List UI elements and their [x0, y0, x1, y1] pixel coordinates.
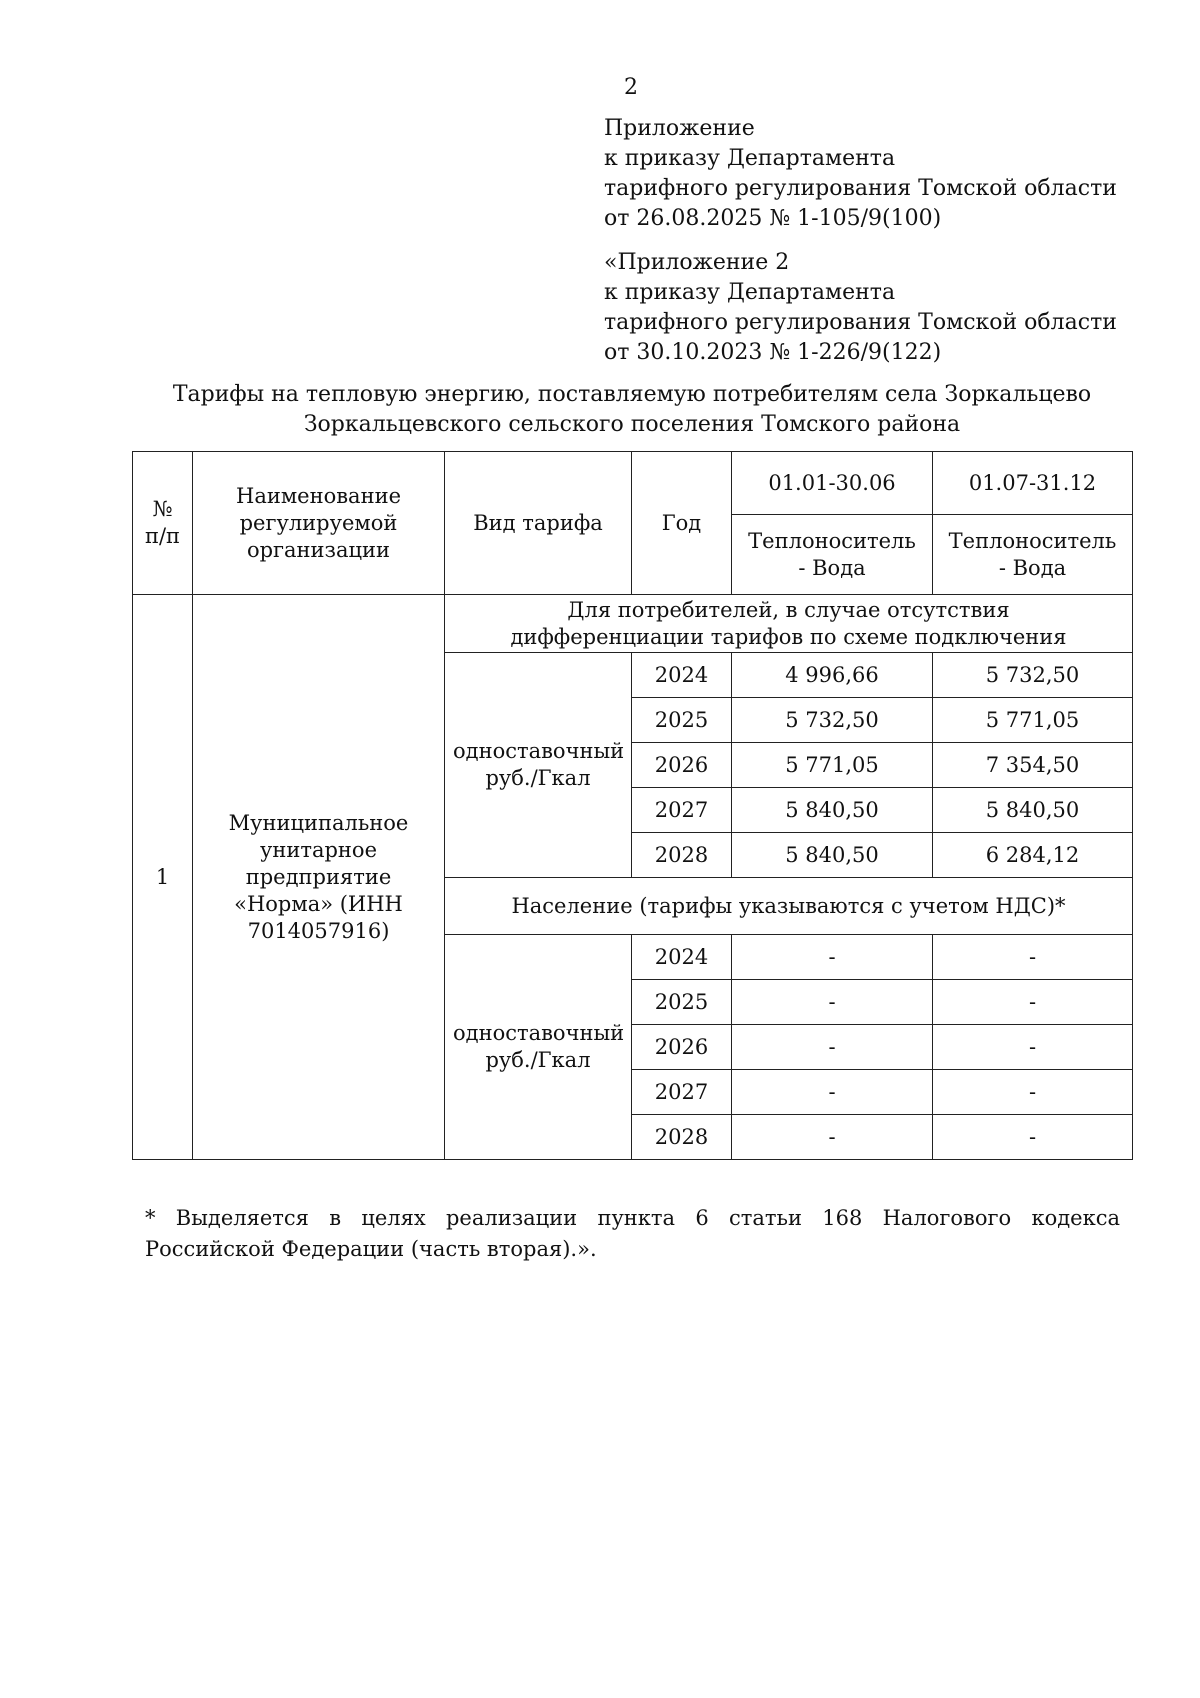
section-title: Для потребителей, в случае отсутствия дифференциации тарифов по схеме подключения	[445, 595, 1133, 653]
tariff-value: -	[732, 980, 933, 1025]
appendix-line: тарифного регулирования Томской области	[604, 310, 1117, 335]
header-period-2: 01.07-31.12	[933, 452, 1133, 515]
appendix-line: от 30.10.2023 № 1-226/9(122)	[604, 340, 942, 365]
tariff-type: одноставочный руб./Гкал	[445, 935, 632, 1160]
year-cell: 2026	[632, 1025, 732, 1070]
document-title	[132, 380, 1132, 440]
header-year: Год	[632, 452, 732, 595]
tariff-value: 5 732,50	[933, 653, 1133, 698]
year-cell: 2025	[632, 698, 732, 743]
title-line: Зоркальцевского сельского поселения Томского района	[303, 412, 961, 437]
title-line: Тарифы на тепловую энергию, поставляемую потребителям села Зоркальцево	[172, 382, 1092, 407]
appendix-line: к приказу Департамента	[604, 280, 896, 305]
tariff-value: 5 840,50	[732, 788, 933, 833]
footnote: * Выделяется в целях реализации пункта 6 статьи 168 Налогового кодекса Российской Федерации (часть вторая).».	[145, 1206, 1120, 1261]
year-cell: 2027	[632, 788, 732, 833]
year-cell: 2024	[632, 935, 732, 980]
tariff-value: -	[732, 935, 933, 980]
year-cell: 2025	[632, 980, 732, 1025]
year-cell: 2028	[632, 833, 732, 878]
tariff-value: 5 771,05	[732, 743, 933, 788]
header-number: № п/п	[133, 452, 193, 595]
appendix-line: Приложение	[604, 116, 755, 141]
tariff-value: -	[933, 1070, 1133, 1115]
appendix-line: «Приложение 2	[604, 250, 790, 275]
row-number: 1	[133, 595, 193, 1160]
page-number: 2	[624, 75, 638, 100]
tariff-value: -	[732, 1115, 933, 1160]
original-appendix-heading	[604, 248, 1117, 368]
tariff-value: 6 284,12	[933, 833, 1133, 878]
tariff-value: 7 354,50	[933, 743, 1133, 788]
tariff-value: -	[933, 980, 1133, 1025]
year-cell: 2024	[632, 653, 732, 698]
year-cell: 2027	[632, 1070, 732, 1115]
section-title: Население (тарифы указываются с учетом НДС)*	[445, 878, 1133, 935]
tariff-value: -	[933, 1115, 1133, 1160]
tariff-value: 5 732,50	[732, 698, 933, 743]
header-carrier-2: Теплоноситель - Вода	[933, 515, 1133, 595]
section-row	[133, 595, 1133, 653]
tariff-value: -	[933, 935, 1133, 980]
header-period-1: 01.01-30.06	[732, 452, 933, 515]
appendix-heading	[604, 114, 1117, 234]
appendix-line: тарифного регулирования Томской области	[604, 176, 1117, 201]
year-cell: 2028	[632, 1115, 732, 1160]
tariff-value: 5 771,05	[933, 698, 1133, 743]
tariff-type: одноставочный руб./Гкал	[445, 653, 632, 878]
tariff-table	[132, 451, 1133, 1160]
tariff-value: 5 840,50	[732, 833, 933, 878]
tariff-value: -	[933, 1025, 1133, 1070]
header-tariff-type: Вид тарифа	[445, 452, 632, 595]
year-cell: 2026	[632, 743, 732, 788]
header-carrier-1: Теплоноситель - Вода	[732, 515, 933, 595]
tariff-value: 5 840,50	[933, 788, 1133, 833]
tariff-value: -	[732, 1025, 933, 1070]
appendix-line: к приказу Департамента	[604, 146, 896, 171]
tariff-value: -	[732, 1070, 933, 1115]
header-row	[133, 452, 1133, 515]
header-organization: Наименование регулируемой организации	[193, 452, 445, 595]
organization-name: Муниципальное унитарное предприятие «Норма» (ИНН 7014057916)	[193, 595, 445, 1160]
appendix-line: от 26.08.2025 № 1-105/9(100)	[604, 206, 942, 231]
tariff-value: 4 996,66	[732, 653, 933, 698]
